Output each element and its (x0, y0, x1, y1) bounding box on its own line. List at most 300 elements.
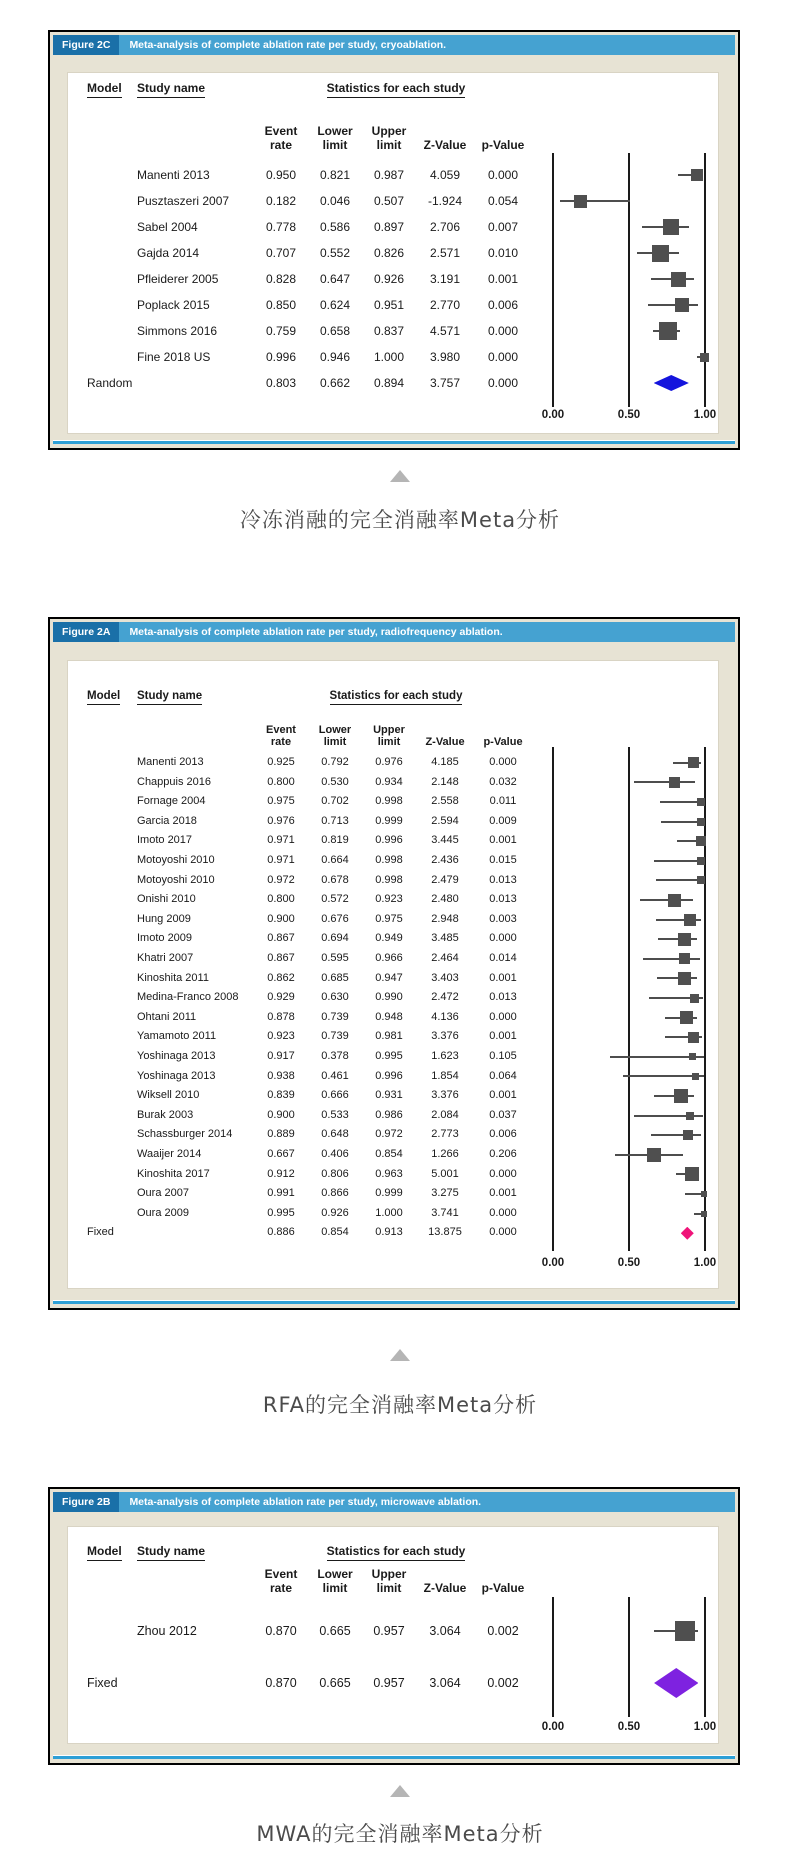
p-value-cell: 0.054 (487, 194, 519, 208)
p-value-cell: 0.002 (487, 1676, 519, 1690)
event-value-cell: 0.996 (265, 350, 297, 364)
study-name-cell: Gajda 2014 (137, 246, 200, 260)
event-value-cell: 0.886 (267, 1226, 295, 1239)
p-value-cell: 0.000 (489, 756, 517, 768)
z-value-cell: 3.376 (431, 1089, 459, 1102)
event-value-cell: 0.870 (265, 1676, 297, 1690)
ci-whisker (560, 200, 630, 202)
event-value-cell: 0.839 (267, 1089, 295, 1102)
p-value-header: p-Value (483, 736, 523, 749)
p-value-header: p-Value (481, 1581, 525, 1596)
study-name-cell: Motoyoshi 2010 (137, 854, 215, 866)
study-name-cell: Garcia 2018 (137, 814, 197, 827)
study-name-cell: Fornage 2004 (137, 795, 206, 808)
forest-plot (68, 1527, 718, 1743)
axis-gridline (628, 747, 630, 1251)
z-value-cell: 3.980 (429, 350, 461, 364)
p-value-cell: 0.000 (489, 1167, 517, 1180)
study-name-cell: Medina-Franco 2008 (137, 991, 239, 1004)
study-name-cell: Kinoshita 2017 (137, 1167, 210, 1180)
p-value-cell: 0.007 (487, 220, 519, 234)
p-value-cell: 0.000 (489, 932, 517, 945)
z-value-cell: 2.480 (431, 893, 459, 906)
z-value-cell: 2.770 (429, 298, 461, 312)
lower-value-cell: 0.378 (321, 1050, 349, 1062)
upper-value-cell: 0.999 (375, 1187, 403, 1200)
study-marker (701, 1211, 707, 1217)
lower-value-cell: 0.665 (319, 1676, 351, 1690)
stats-column-header: Statistics for each study (277, 1544, 515, 1561)
p-value-cell: 0.000 (489, 1010, 517, 1023)
event-value-cell: 0.950 (265, 168, 297, 182)
axis-gridline (552, 1597, 554, 1717)
upper-value-cell: 0.507 (373, 194, 405, 208)
study-name-cell: Pfleiderer 2005 (137, 272, 219, 286)
z-value-cell: 3.445 (431, 834, 459, 847)
forest-plot (68, 73, 718, 433)
study-name-cell: Kinoshita 2011 (137, 971, 209, 984)
event-value-cell: 0.971 (267, 834, 295, 847)
upper-value-cell: 0.923 (375, 893, 403, 906)
study-marker (691, 169, 703, 181)
z-value-cell: 1.854 (431, 1069, 459, 1082)
p-value-cell: 0.000 (487, 376, 519, 390)
study-name-cell: Manenti 2013 (137, 168, 210, 182)
z-value-cell: 4.571 (429, 324, 461, 338)
model-cell: Random (87, 376, 133, 390)
upper-value-cell: 0.986 (375, 1108, 403, 1121)
z-value-cell: 1.623 (431, 1050, 459, 1062)
lower-value-cell: 0.624 (319, 298, 351, 312)
figure-2a-panel (67, 660, 719, 1289)
z-value-cell: 3.064 (429, 1624, 461, 1638)
event-value-cell: 0.182 (265, 194, 297, 208)
lower-limit-header: Lower limit (317, 1567, 353, 1596)
p-value-cell: 0.001 (489, 1089, 517, 1102)
figure-2b-label: Figure 2B (53, 1492, 119, 1512)
model-column-header: Model (87, 81, 122, 98)
figure-2a-caption: RFA的完全消融率Meta分析 (262, 1393, 538, 1417)
lower-value-cell: 0.806 (321, 1167, 349, 1180)
event-value-cell: 0.828 (265, 272, 297, 286)
z-value-cell: 3.191 (429, 272, 461, 286)
study-marker (688, 1032, 699, 1043)
lower-value-cell: 0.647 (319, 272, 351, 286)
upper-value-cell: 0.837 (373, 324, 405, 338)
study-marker (684, 914, 696, 926)
event-rate-header: Event rate (264, 124, 298, 153)
study-marker (685, 1167, 699, 1181)
p-value-cell: 0.013 (489, 873, 517, 886)
upper-value-cell: 0.996 (375, 834, 403, 847)
z-value-cell: 2.773 (431, 1128, 459, 1141)
lower-value-cell: 0.406 (321, 1148, 349, 1160)
study-marker (697, 798, 705, 806)
p-value-cell: 0.000 (487, 168, 519, 182)
event-value-cell: 0.867 (267, 932, 295, 945)
study-name-cell: Burak 2003 (137, 1108, 194, 1121)
upper-value-cell: 0.998 (375, 854, 403, 866)
upper-value-cell: 0.854 (375, 1148, 403, 1160)
x-axis (68, 409, 718, 425)
z-value-cell: 2.706 (429, 220, 461, 234)
lower-value-cell: 0.630 (321, 991, 349, 1004)
ci-whisker (651, 1134, 700, 1136)
summary-diamond (654, 1668, 698, 1698)
upper-value-cell: 0.966 (375, 952, 403, 964)
upper-value-cell: 0.949 (375, 932, 403, 945)
z-value-cell: 4.059 (429, 168, 461, 182)
study-name-cell: Oura 2009 (137, 1206, 189, 1219)
figure-2b-title: Meta-analysis of complete ablation rate per study, microwave ablation. (129, 1496, 482, 1508)
z-value-header: Z-Value (423, 1581, 467, 1596)
upper-value-cell: 1.000 (375, 1206, 403, 1219)
study-name-cell: Simmons 2016 (137, 324, 218, 338)
study-marker (647, 1148, 661, 1162)
p-value-cell: 0.013 (489, 893, 517, 906)
study-name-cell: Manenti 2013 (137, 756, 204, 768)
upper-value-cell: 0.957 (373, 1624, 405, 1638)
lower-value-cell: 0.666 (321, 1089, 349, 1102)
p-value-cell: 0.001 (489, 1187, 517, 1200)
lower-value-cell: 0.821 (319, 168, 351, 182)
study-name-cell: Yoshinaga 2013 (137, 1069, 216, 1082)
lower-value-cell: 0.694 (321, 932, 349, 945)
p-value-cell: 0.000 (489, 1226, 517, 1239)
z-value-cell: 2.148 (431, 775, 459, 788)
study-marker (680, 1011, 693, 1024)
study-marker (688, 757, 699, 768)
event-value-cell: 0.975 (267, 795, 295, 808)
z-value-header: Z-Value (423, 138, 467, 153)
event-value-cell: 0.800 (267, 775, 295, 788)
z-value-cell: 3.403 (431, 971, 459, 984)
model-column-header: Model (87, 690, 120, 705)
z-value-cell: 2.479 (431, 873, 459, 886)
study-marker (671, 272, 686, 287)
figure-2c-label: Figure 2C (53, 35, 119, 55)
p-value-cell: 0.002 (487, 1624, 519, 1638)
event-value-cell: 0.667 (267, 1148, 295, 1160)
study-marker (697, 876, 705, 884)
lower-limit-header: Lower limit (318, 723, 352, 749)
upper-value-cell: 0.926 (373, 272, 405, 286)
event-value-cell: 0.862 (267, 971, 295, 984)
p-value-cell: 0.105 (489, 1050, 517, 1062)
figure-2b-header-bar (53, 1492, 735, 1512)
lower-value-cell: 0.530 (321, 775, 349, 788)
stats-column-header: Statistics for each study (277, 690, 515, 705)
axis-gridline (628, 1597, 630, 1717)
z-value-cell: 3.275 (431, 1187, 459, 1200)
z-value-header: Z-Value (425, 736, 465, 749)
study-marker (678, 972, 691, 985)
study-name-cell: Motoyoshi 2010 (137, 873, 215, 886)
event-value-cell: 0.912 (267, 1167, 295, 1180)
p-value-cell: 0.011 (489, 795, 517, 808)
study-name-cell: Pusztaszeri 2007 (137, 194, 230, 208)
x-axis (68, 1721, 718, 1737)
study-marker (700, 353, 709, 362)
p-value-cell: 0.015 (489, 854, 517, 866)
lower-value-cell: 0.678 (321, 873, 349, 886)
upper-value-cell: 0.913 (375, 1226, 403, 1239)
lower-value-cell: 0.046 (319, 194, 351, 208)
study-marker (697, 818, 705, 826)
study-name-cell: Wiksell 2010 (137, 1089, 200, 1102)
event-value-cell: 0.995 (267, 1206, 295, 1219)
study-marker (683, 1130, 693, 1140)
study-name-cell: Sabel 2004 (137, 220, 198, 234)
axis-tick: 0.50 (617, 1721, 641, 1733)
study-marker (686, 1112, 694, 1120)
study-name-cell: Poplack 2015 (137, 298, 210, 312)
model-cell: Fixed (87, 1226, 114, 1239)
p-value-cell: 0.003 (489, 912, 517, 925)
upper-value-cell: 0.998 (375, 795, 403, 808)
lower-value-cell: 0.926 (321, 1206, 349, 1219)
lower-value-cell: 0.819 (321, 834, 349, 847)
upper-value-cell: 0.998 (375, 873, 403, 886)
upper-value-cell: 0.975 (375, 912, 403, 925)
p-value-cell: 0.009 (489, 814, 517, 827)
z-value-cell: 4.185 (431, 756, 459, 768)
figure-bottom-rule (53, 441, 735, 444)
event-rate-header: Event rate (264, 1567, 298, 1596)
x-axis (68, 1257, 718, 1273)
lower-value-cell: 0.664 (321, 854, 349, 866)
event-rate-header: Event rate (266, 723, 296, 749)
lower-value-cell: 0.685 (321, 971, 349, 984)
z-value-cell: 3.064 (429, 1676, 461, 1690)
p-value-cell: 0.006 (487, 298, 519, 312)
figure-bottom-rule (53, 1756, 735, 1759)
summary-diamond (654, 375, 689, 391)
lower-value-cell: 0.702 (321, 795, 349, 808)
p-value-cell: 0.013 (489, 991, 517, 1004)
study-marker (701, 1191, 707, 1197)
event-value-cell: 0.929 (267, 991, 295, 1004)
z-value-cell: 13.875 (428, 1226, 462, 1239)
model-column-header: Model (87, 1544, 122, 1561)
p-value-cell: 0.206 (489, 1148, 517, 1160)
axis-tick: 0.50 (617, 1257, 641, 1269)
study-marker (692, 1073, 699, 1080)
study-marker (675, 298, 689, 312)
z-value-cell: 4.136 (431, 1010, 459, 1023)
axis-gridline (628, 153, 630, 407)
study-marker (675, 1621, 695, 1641)
lower-value-cell: 0.461 (321, 1069, 349, 1082)
study-column-header: Study name (137, 1544, 205, 1561)
p-value-cell: 0.001 (487, 272, 519, 286)
lower-value-cell: 0.946 (319, 350, 351, 364)
collapse-triangle-icon[interactable] (0, 1349, 800, 1361)
axis-tick: 1.00 (693, 1721, 717, 1733)
event-value-cell: 0.900 (267, 1108, 295, 1121)
z-value-cell: -1.924 (427, 194, 463, 208)
upper-value-cell: 0.947 (375, 971, 403, 984)
upper-value-cell: 0.976 (375, 756, 403, 768)
figure-2c-header-bar (53, 35, 735, 55)
study-name-cell: Hung 2009 (137, 912, 191, 925)
study-marker (678, 933, 691, 946)
upper-value-cell: 0.995 (375, 1050, 403, 1062)
model-cell: Fixed (87, 1676, 118, 1690)
lower-value-cell: 0.658 (319, 324, 351, 338)
ci-whisker (643, 958, 699, 960)
upper-limit-header: Upper limit (371, 1567, 407, 1596)
upper-value-cell: 0.972 (375, 1128, 403, 1141)
event-value-cell: 0.759 (265, 324, 297, 338)
upper-limit-header: Upper limit (371, 124, 407, 153)
study-name-cell: Imoto 2009 (137, 932, 193, 945)
lower-value-cell: 0.586 (319, 220, 351, 234)
upper-value-cell: 0.931 (375, 1089, 403, 1102)
ci-whisker (634, 781, 695, 783)
study-marker (663, 219, 679, 235)
study-marker (690, 994, 699, 1003)
upper-value-cell: 0.897 (373, 220, 405, 234)
axis-gridline (704, 1597, 706, 1717)
lower-value-cell: 0.572 (321, 893, 349, 906)
z-value-cell: 2.948 (431, 912, 459, 925)
collapse-triangle-icon[interactable] (0, 470, 800, 482)
lower-value-cell: 0.662 (319, 376, 351, 390)
p-value-cell: 0.000 (487, 324, 519, 338)
lower-limit-header: Lower limit (317, 124, 353, 153)
figure-2a-title: Meta-analysis of complete ablation rate per study, radiofrequency ablation. (129, 626, 503, 638)
event-value-cell: 0.850 (265, 298, 297, 312)
study-name-cell: Waaijer 2014 (137, 1148, 202, 1160)
p-value-cell: 0.001 (489, 1030, 517, 1043)
event-value-cell: 0.800 (267, 893, 295, 906)
upper-value-cell: 0.951 (373, 298, 405, 312)
z-value-cell: 2.594 (431, 814, 459, 827)
study-name-cell: Fine 2018 US (137, 350, 211, 364)
study-marker (652, 245, 669, 262)
p-value-cell: 0.014 (489, 952, 517, 964)
study-name-cell: Yoshinaga 2013 (137, 1050, 216, 1062)
upper-limit-header: Upper limit (373, 723, 405, 749)
z-value-cell: 3.376 (431, 1030, 459, 1043)
upper-value-cell: 0.990 (375, 991, 403, 1004)
p-value-cell: 0.000 (489, 1206, 517, 1219)
event-value-cell: 0.976 (267, 814, 295, 827)
upper-value-cell: 0.987 (373, 168, 405, 182)
p-value-header: p-Value (481, 138, 525, 153)
z-value-cell: 2.558 (431, 795, 459, 808)
figure-2c-title: Meta-analysis of complete ablation rate per study, cryoablation. (129, 39, 447, 51)
lower-value-cell: 0.595 (321, 952, 349, 964)
z-value-cell: 1.266 (431, 1148, 459, 1160)
p-value-cell: 0.000 (487, 350, 519, 364)
p-value-cell: 0.006 (489, 1128, 517, 1141)
z-value-cell: 3.485 (431, 932, 459, 945)
lower-value-cell: 0.552 (319, 246, 351, 260)
event-value-cell: 0.867 (267, 952, 295, 964)
upper-value-cell: 0.894 (373, 376, 405, 390)
study-marker (696, 836, 706, 846)
axis-gridline (704, 153, 706, 407)
figure-2b-caption: MWA的完全消融率Meta分析 (256, 1822, 544, 1846)
z-value-cell: 2.084 (431, 1108, 459, 1121)
upper-value-cell: 1.000 (373, 350, 405, 364)
figure-2c-panel (67, 72, 719, 434)
event-value-cell: 0.917 (267, 1050, 295, 1062)
study-name-cell: Schassburger 2014 (137, 1128, 233, 1141)
event-value-cell: 0.803 (265, 376, 297, 390)
z-value-cell: 3.741 (431, 1206, 459, 1219)
axis-tick: 0.00 (541, 1721, 565, 1733)
ci-whisker (640, 899, 693, 901)
figure-2a (48, 617, 740, 1310)
lower-value-cell: 0.866 (321, 1187, 349, 1200)
figure-2a-label: Figure 2A (53, 622, 119, 642)
study-marker (574, 195, 587, 208)
lower-value-cell: 0.665 (319, 1624, 351, 1638)
study-name-cell: Onishi 2010 (137, 893, 196, 906)
lower-value-cell: 0.792 (321, 756, 349, 768)
upper-value-cell: 0.996 (375, 1069, 403, 1082)
figure-2c (48, 30, 740, 450)
study-name-cell: Oura 2007 (137, 1187, 189, 1200)
figure-2b-panel (67, 1526, 719, 1744)
figure-2c-caption: 冷冻消融的完全消融率Meta分析 (239, 508, 561, 532)
lower-value-cell: 0.739 (321, 1010, 349, 1023)
axis-gridline (552, 747, 554, 1251)
event-value-cell: 0.878 (267, 1010, 295, 1023)
study-name-cell: Yamamoto 2011 (137, 1030, 217, 1043)
axis-tick: 1.00 (693, 1257, 717, 1269)
event-value-cell: 0.900 (267, 912, 295, 925)
axis-tick: 0.00 (541, 1257, 565, 1269)
study-marker (679, 953, 690, 964)
study-column-header: Study name (137, 81, 205, 98)
event-value-cell: 0.923 (267, 1030, 295, 1043)
study-name-cell: Khatri 2007 (137, 952, 194, 964)
lower-value-cell: 0.854 (321, 1226, 349, 1239)
stats-column-header: Statistics for each study (277, 81, 515, 98)
axis-tick: 0.50 (617, 409, 641, 421)
lower-value-cell: 0.713 (321, 814, 349, 827)
event-value-cell: 0.707 (265, 246, 297, 260)
upper-value-cell: 0.826 (373, 246, 405, 260)
z-value-cell: 2.436 (431, 854, 459, 866)
event-value-cell: 0.889 (267, 1128, 295, 1141)
p-value-cell: 0.001 (489, 971, 517, 984)
upper-value-cell: 0.957 (373, 1676, 405, 1690)
event-value-cell: 0.870 (265, 1624, 297, 1638)
figure-2b (48, 1487, 740, 1765)
study-name-cell: Zhou 2012 (137, 1624, 197, 1638)
study-name-cell: Ohtani 2011 (137, 1010, 197, 1023)
study-name-cell: Chappuis 2016 (137, 775, 212, 788)
study-marker (669, 777, 680, 788)
collapse-triangle-icon[interactable] (0, 1785, 800, 1797)
study-marker (689, 1053, 696, 1060)
axis-gridline (552, 153, 554, 407)
upper-value-cell: 0.981 (375, 1030, 403, 1043)
event-value-cell: 0.938 (267, 1069, 295, 1082)
summary-diamond (681, 1227, 694, 1240)
lower-value-cell: 0.533 (321, 1108, 349, 1121)
figure-bottom-rule (53, 1301, 735, 1304)
lower-value-cell: 0.739 (321, 1030, 349, 1043)
z-value-cell: 2.464 (431, 952, 459, 964)
figure-2a-header-bar (53, 622, 735, 642)
study-marker (674, 1089, 688, 1103)
